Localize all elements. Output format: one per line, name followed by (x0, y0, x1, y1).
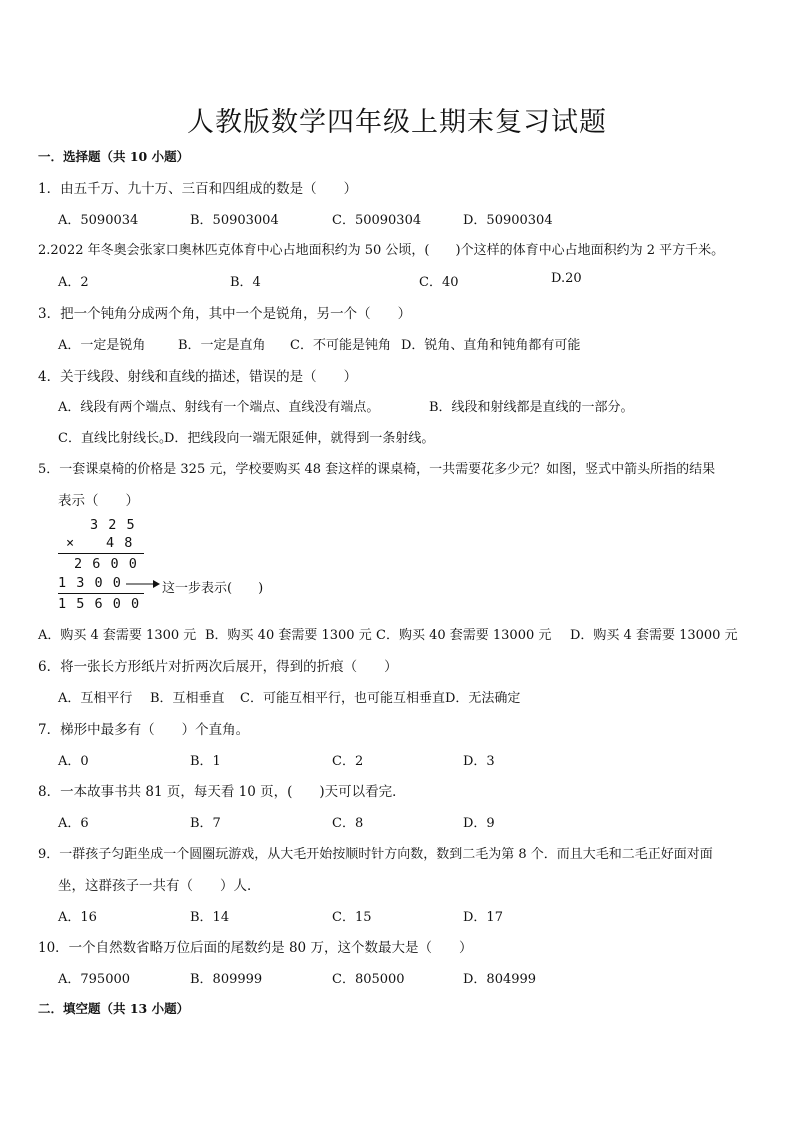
q6-option-c: C．可能互相平行，也可能互相垂直 (240, 691, 445, 706)
q5-option-b: B．购买 40 套需要 1300 元 (205, 628, 372, 643)
section-heading-choice: 一．选择题（共 10 小题） (38, 149, 190, 164)
q5-option-d: D．购买 4 套需要 13000 元 (570, 628, 738, 643)
question-7: 7．梯形中最多有（ ）个直角。 (38, 722, 250, 738)
calc-times-sign: × (66, 535, 76, 551)
calc-rule-1 (58, 553, 144, 554)
q9-option-b: B．14 (190, 910, 230, 925)
q4-option-a: A．线段有两个端点、射线有一个端点、直线没有端点。 (58, 400, 380, 415)
calc-arrow-note: 这一步表示( ) (162, 581, 264, 596)
question-9-continued: 坐，这群孩子一共有（ ）人． (58, 878, 261, 894)
q7-option-d: D．3 (463, 754, 495, 769)
q1-option-a: A．5090034 (58, 213, 139, 228)
q4-option-c: C．直线比射线长。 (58, 431, 172, 446)
q9-option-d: D．17 (463, 910, 503, 925)
q10-option-a: A．795000 (58, 972, 131, 987)
question-9: 9．一群孩子匀距坐成一个圆圈玩游戏，从大毛开始按顺时针方向数，数到二毛为第 8 个．而且大毛和二毛正好面对面 (38, 847, 713, 862)
q2-option-c: C．40 (419, 275, 459, 290)
question-6: 6．将一张长方形纸片对折两次后展开，得到的折痕（ ） (38, 659, 398, 675)
q6-option-b: B．互相垂直 (150, 691, 225, 706)
page-title: 人教版数学四年级上期末复习试题 (187, 107, 607, 138)
question-1: 1．由五千万、九十万、三百和四组成的数是（ ） (38, 181, 358, 197)
question-5-continued: 表示（ ） (58, 493, 139, 509)
q5-option-c: C．购买 40 套需要 13000 元 (376, 628, 552, 643)
q3-option-c: C．不可能是钝角 (290, 338, 391, 353)
q5-option-a: A．购买 4 套需要 1300 元 (38, 628, 197, 643)
q4-option-b: B．线段和射线都是直线的一部分。 (429, 400, 634, 415)
q1-option-c: C．50090304 (332, 213, 422, 228)
q1-option-b: B．50903004 (190, 213, 279, 228)
q8-option-d: D．9 (463, 816, 495, 831)
q7-option-b: B．1 (190, 754, 221, 769)
calc-partial-product-2: 1 3 0 0 (58, 575, 122, 591)
q7-option-a: A．0 (58, 754, 89, 769)
question-4: 4．关于线段、射线和直线的描述，错误的是（ ） (38, 369, 358, 385)
calc-multiplicand: 3 2 5 (90, 517, 136, 533)
q9-option-c: C．15 (332, 910, 372, 925)
q4-option-d: D．把线段向一端无限延伸，就得到一条射线。 (164, 431, 435, 446)
q2-option-b: B．4 (230, 275, 261, 290)
question-3: 3．把一个钝角分成两个角，其中一个是锐角，另一个（ ） (38, 306, 412, 322)
q2-option-d: D.20 (551, 271, 582, 286)
calc-partial-product-1: 2 6 0 0 (74, 556, 138, 572)
question-10: 10．一个自然数省略万位后面的尾数约是 80 万，这个数最大是（ ） (38, 940, 473, 956)
question-5: 5．一套课桌椅的价格是 325 元，学校要购买 48 套这样的课桌椅，一共需要花多少元？如图，竖式中箭头所指的结果 (38, 462, 716, 477)
q6-option-d: D．无法确定 (445, 691, 521, 706)
section-heading-fill: 二．填空题（共 13 小题） (38, 1001, 190, 1016)
q7-option-c: C．2 (332, 754, 364, 769)
q8-option-a: A．6 (58, 816, 89, 831)
q1-option-d: D．50900304 (463, 213, 553, 228)
q10-option-d: D．804999 (463, 972, 537, 987)
q10-option-b: B．809999 (190, 972, 263, 987)
q8-option-c: C．8 (332, 816, 364, 831)
q2-option-a: A．2 (58, 275, 89, 290)
q8-option-b: B．7 (190, 816, 221, 831)
calc-rule-2 (58, 593, 144, 594)
q3-option-d: D．锐角、直角和钝角都有可能 (401, 338, 581, 353)
q9-option-a: A．16 (58, 910, 97, 925)
question-2: 2.2022 年冬奥会张家口奥林匹克体育中心占地面积约为 50 公顷，( )个这样的体育中心占地面积约为 2 平方千米。 (38, 243, 725, 258)
arrow-right-icon (126, 576, 160, 592)
q6-option-a: A．互相平行 (58, 691, 133, 706)
question-8: 8．一本故事书共 81 页，每天看 10 页，( )天可以看完． (38, 784, 406, 800)
q10-option-c: C．805000 (332, 972, 405, 987)
q3-option-b: B．一定是直角 (178, 338, 266, 353)
calc-product: 1 5 6 0 0 (58, 596, 141, 612)
q3-option-a: A．一定是锐角 (58, 338, 146, 353)
calc-multiplier: 4 8 (106, 535, 134, 551)
